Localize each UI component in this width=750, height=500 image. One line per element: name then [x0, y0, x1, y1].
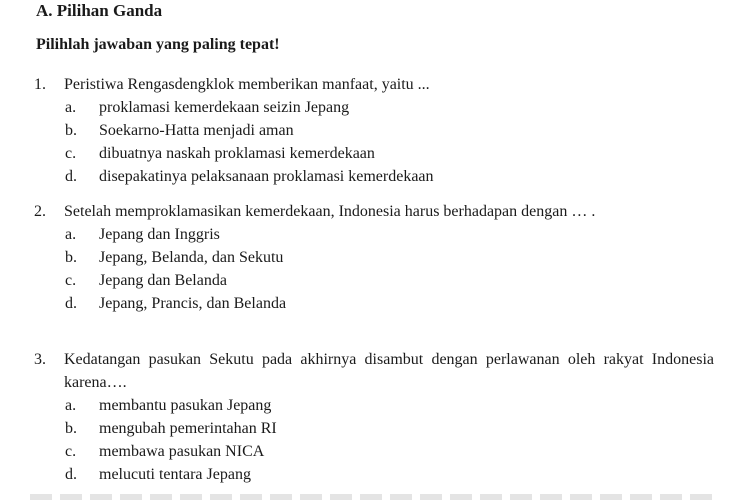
question-number: 3. [34, 351, 46, 368]
option-c[interactable] [34, 142, 714, 165]
cropped-next-line [30, 494, 720, 500]
option-d[interactable] [34, 463, 714, 486]
question-3 [34, 348, 714, 486]
question-stem [34, 73, 714, 96]
option-a[interactable] [34, 394, 714, 417]
option-letter: a. [65, 397, 77, 414]
option-text: membawa pasukan NICA [99, 443, 265, 460]
option-text: Soekarno-Hatta menjadi aman [99, 122, 294, 139]
option-text: membantu pasukan Jepang [99, 397, 272, 414]
option-a[interactable] [34, 223, 714, 246]
question-2 [34, 200, 714, 315]
option-d[interactable] [34, 292, 714, 315]
option-text: Jepang, Belanda, dan Sekutu [99, 249, 284, 266]
option-letter: d. [65, 295, 77, 312]
option-text: proklamasi kemerdekaan seizin Jepang [99, 99, 350, 116]
option-letter: c. [65, 272, 77, 289]
option-letter: c. [65, 145, 77, 162]
option-a[interactable] [34, 96, 714, 119]
options-list [34, 96, 714, 188]
option-letter: b. [65, 122, 77, 139]
question-text: Kedatangan pasukan Sekutu pada akhirnya disambut dengan perlawanan oleh rakyat Indonesia karena…. [64, 351, 714, 391]
option-text: disepakatinya pelaksanaan proklamasi kemerdekaan [99, 168, 434, 185]
option-letter: b. [65, 420, 77, 437]
option-letter: a. [65, 99, 77, 116]
option-letter: d. [65, 466, 77, 483]
question-1 [34, 73, 714, 188]
option-letter: a. [65, 226, 77, 243]
option-text: Jepang dan Belanda [99, 272, 227, 289]
option-letter: d. [65, 168, 77, 185]
options-list [34, 394, 714, 486]
option-c[interactable] [34, 269, 714, 292]
question-number: 2. [34, 203, 46, 220]
instruction: Pilihlah jawaban yang paling tepat! [36, 36, 280, 53]
option-text: mengubah pemerintahan RI [99, 420, 277, 437]
section-title: A. Pilihan Ganda [36, 1, 163, 20]
option-b[interactable] [34, 119, 714, 142]
option-d[interactable] [34, 165, 714, 188]
option-c[interactable] [34, 440, 714, 463]
question-number: 1. [34, 76, 46, 93]
option-text: Jepang, Prancis, dan Belanda [99, 295, 287, 312]
question-stem [34, 200, 714, 223]
option-text: dibuatnya naskah proklamasi kemerdekaan [99, 145, 375, 162]
question-stem [34, 348, 714, 394]
option-letter: b. [65, 249, 77, 266]
options-list [34, 223, 714, 315]
option-letter: c. [65, 443, 77, 460]
question-text: Setelah memproklamasikan kemerdekaan, Indonesia harus berhadapan dengan … . [64, 203, 596, 220]
option-text: melucuti tentara Jepang [99, 466, 251, 483]
option-b[interactable] [34, 417, 714, 440]
option-text: Jepang dan Inggris [99, 226, 220, 243]
question-text: Peristiwa Rengasdengklok memberikan manfaat, yaitu ... [64, 76, 430, 93]
option-b[interactable] [34, 246, 714, 269]
